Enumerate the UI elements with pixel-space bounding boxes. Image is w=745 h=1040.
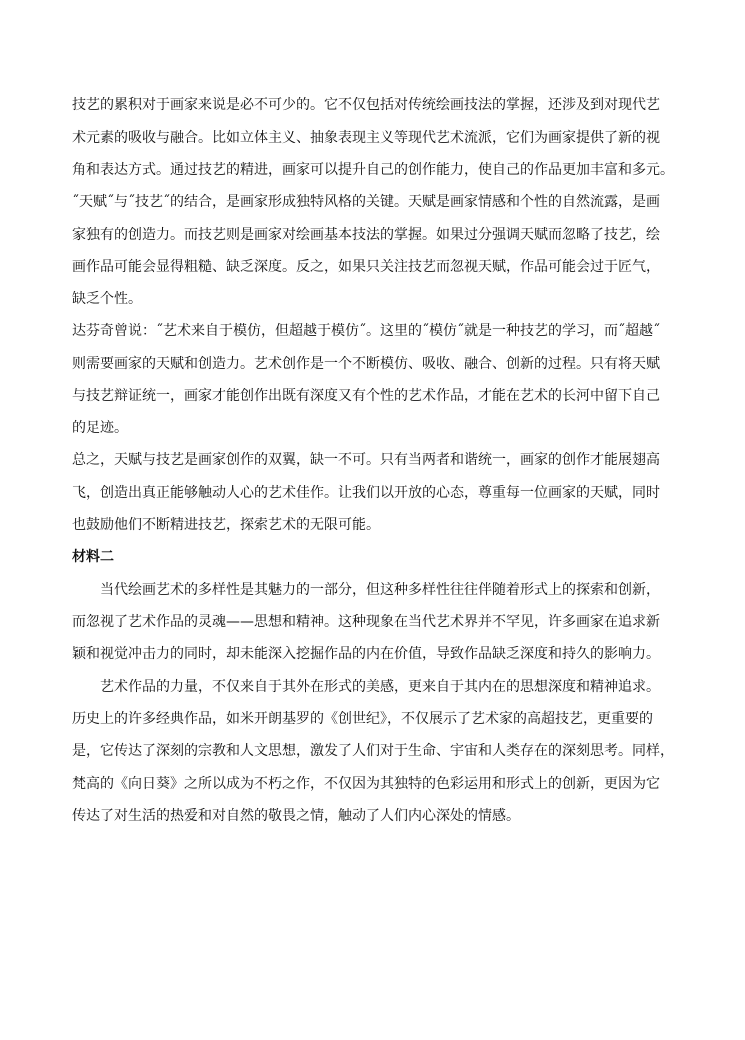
text-line: 则需要画家的天赋和创造力。艺术创作是一个不断模仿、吸收、融合、创新的过程。只有将天赋 bbox=[72, 356, 660, 372]
text-line: 与技艺辩证统一，画家才能创作出既有深度又有个性的艺术作品，才能在艺术的长河中留下自己 bbox=[72, 388, 660, 404]
text-line: 家独有的创造力。而技艺则是画家对绘画基本技法的掌握。如果过分强调天赋而忽略了技艺，绘 bbox=[72, 227, 660, 243]
text-line: 颖和视觉冲击力的同时，却未能深入挖掘作品的内在价值，导致作品缺乏深度和持久的影响力。 bbox=[72, 646, 660, 662]
text-line: 缺乏个性。 bbox=[72, 291, 142, 307]
section-heading: 材料二 bbox=[72, 549, 114, 565]
text-line: 角和表达方式。通过技艺的精进，画家可以提升自己的创作能力，使自己的作品更加丰富和多元。 bbox=[72, 162, 674, 178]
text-line: 画作品可能会显得粗糙、缺乏深度。反之，如果只关注技艺而忽视天赋，作品可能会过于匠气， bbox=[72, 259, 660, 275]
text-line: 达芬奇曾说：˝艺术来自于模仿，但超越于模仿˝。这里的˝模仿˝就是一种技艺的学习，而˝超越˝ bbox=[72, 323, 660, 339]
text-line: 当代绘画艺术的多样性是其魅力的一部分，但这种多样性往往伴随着形式上的探索和创新， bbox=[100, 582, 660, 598]
text-line: 而忽视了艺术作品的灵魂——思想和精神。这种现象在当代艺术界并不罕见，许多画家在追求新 bbox=[72, 614, 660, 630]
text-line: 飞，创造出真正能够触动人心的艺术佳作。让我们以开放的心态，尊重每一位画家的天赋，同时 bbox=[72, 485, 660, 501]
text-line: 总之，天赋与技艺是画家创作的双翼，缺一不可。只有当两者和谐统一，画家的创作才能展翅高 bbox=[72, 452, 660, 468]
text-line: 术元素的吸收与融合。比如立体主义、抽象表现主义等现代艺术流派，它们为画家提供了新的视 bbox=[72, 130, 660, 146]
text-line: 传达了对生活的热爱和对自然的敬畏之情，触动了人们内心深处的情感。 bbox=[72, 808, 520, 824]
text-line: 是，它传达了深刻的宗教和人文思想，激发了人们对于生命、宇宙和人类存在的深刻思考。同样， bbox=[72, 743, 674, 759]
text-line: 艺术作品的力量，不仅来自于其外在形式的美感，更来自于其内在的思想深度和精神追求。 bbox=[100, 679, 660, 695]
text-line: 梵高的《向日葵》之所以成为不朽之作，不仅因为其独特的色彩运用和形式上的创新，更因为它 bbox=[72, 776, 660, 792]
text-line: 也鼓励他们不断精进技艺，探索艺术的无限可能。 bbox=[72, 517, 380, 533]
text-line: 技艺的累积对于画家来说是必不可少的。它不仅包括对传统绘画技法的掌握，还涉及到对现代艺 bbox=[72, 97, 660, 113]
text-line: ˝天赋˝与˝技艺˝的结合，是画家形成独特风格的关键。天赋是画家情感和个性的自然流露，是画 bbox=[72, 194, 660, 210]
text-line: 的足迹。 bbox=[72, 420, 128, 436]
text-line: 历史上的许多经典作品，如米开朗基罗的《创世纪》，不仅展示了艺术家的高超技艺，更重要的 bbox=[72, 711, 653, 727]
